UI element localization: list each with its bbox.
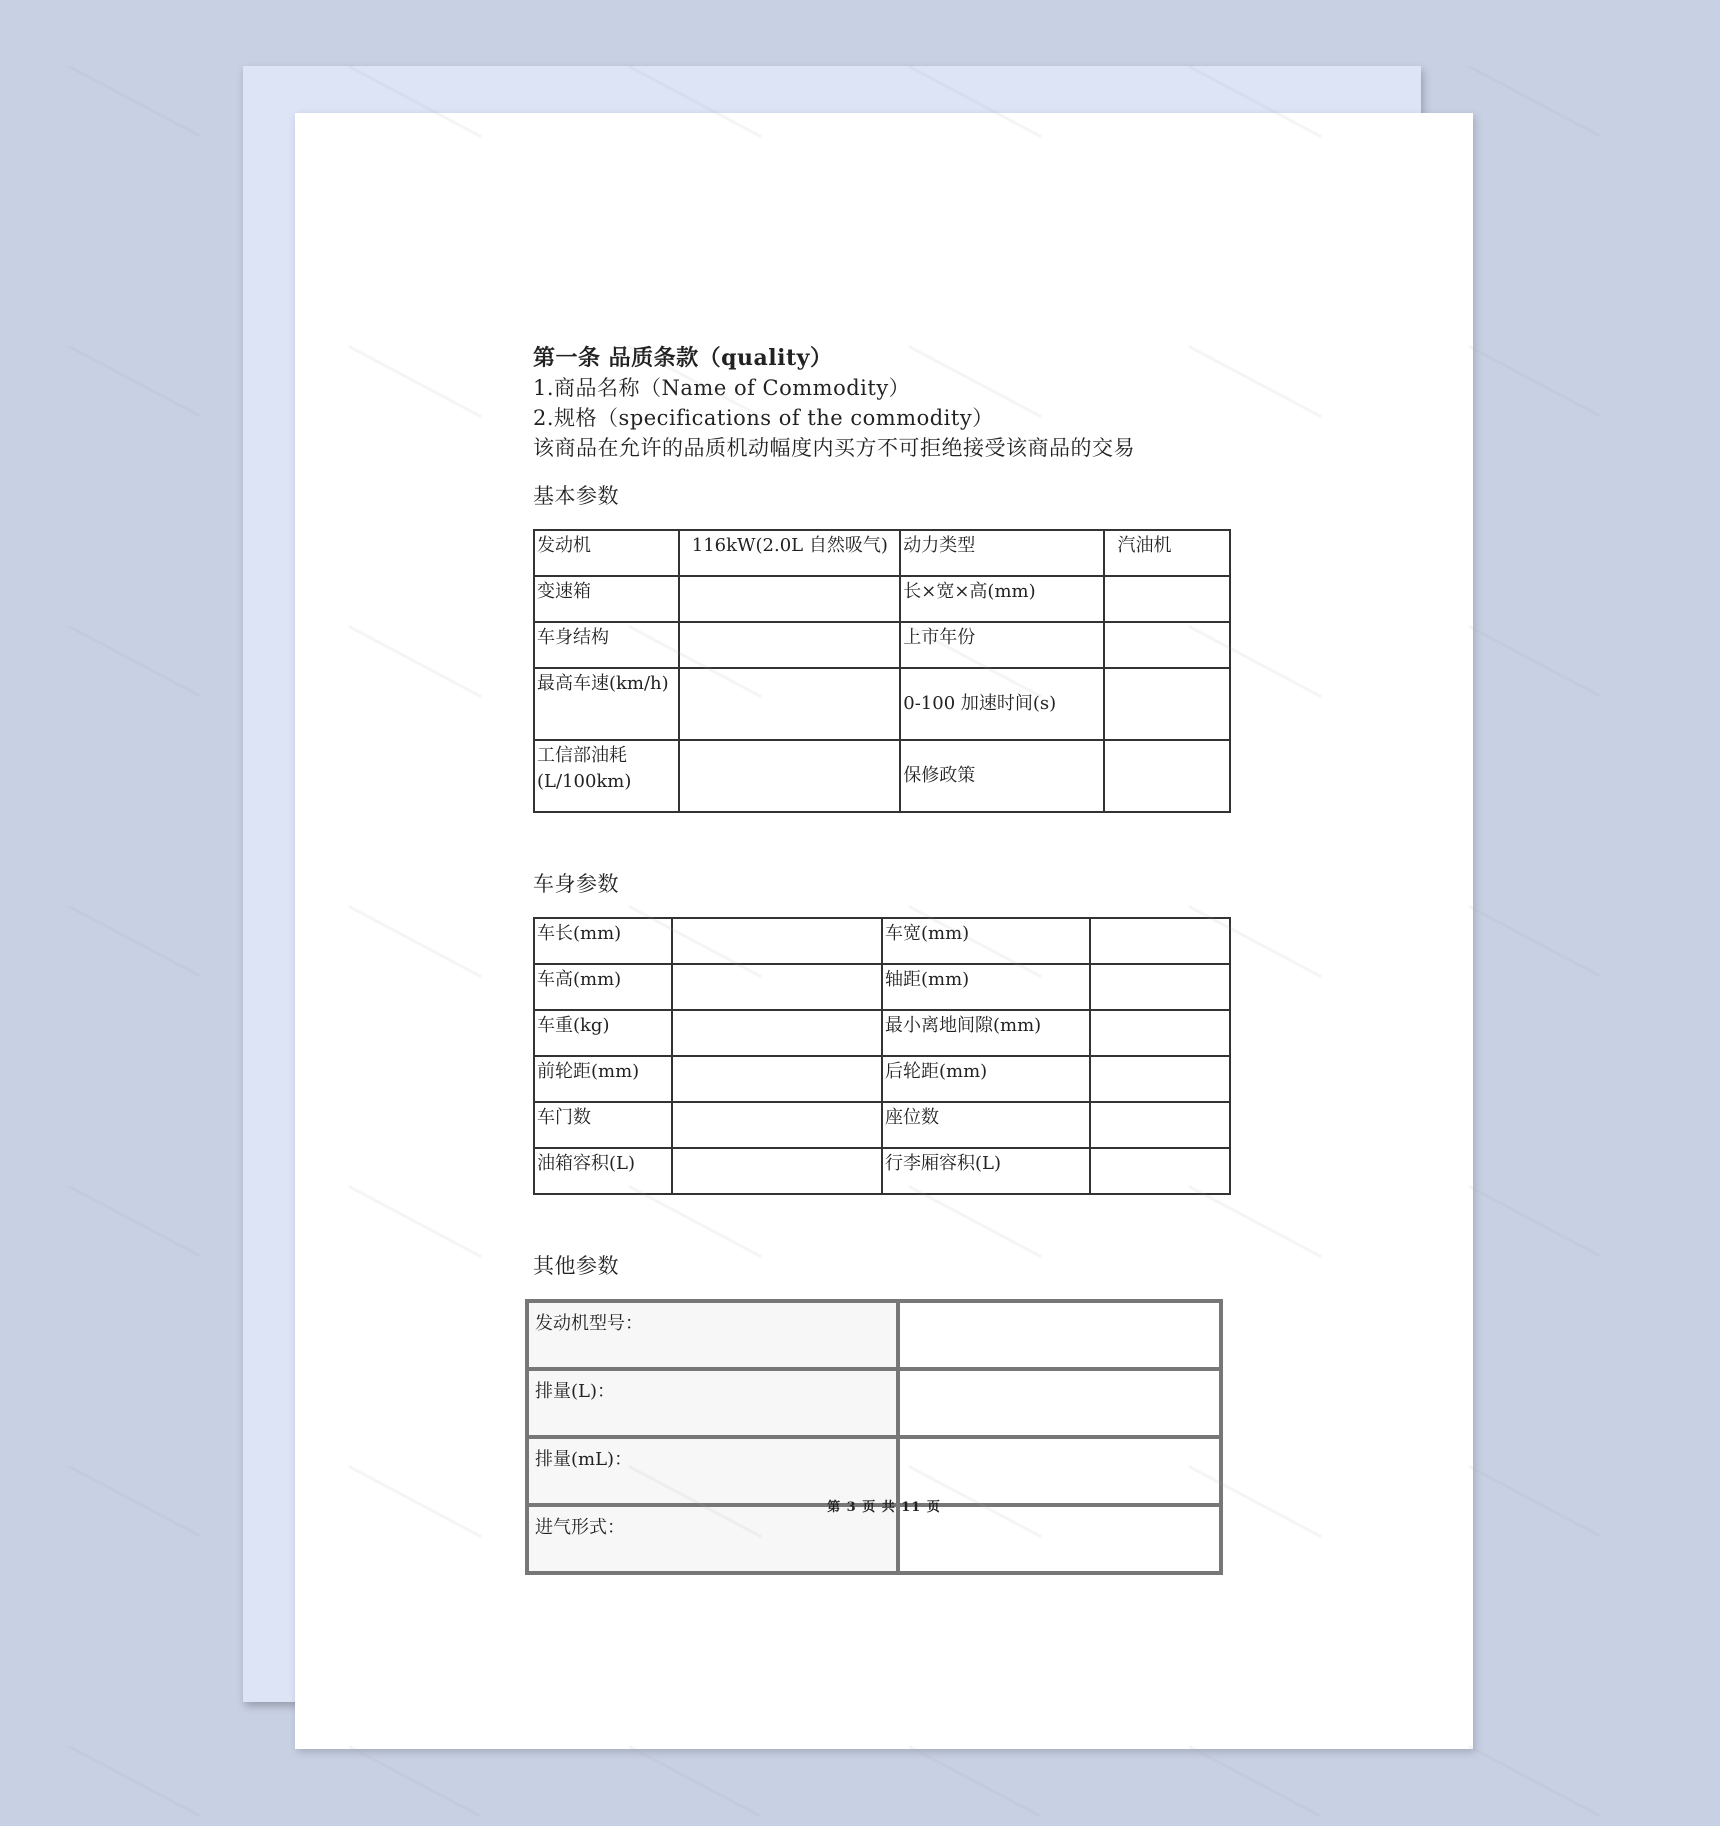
table-cell <box>672 1010 882 1056</box>
table-cell <box>898 1369 1221 1437</box>
other-params-title: 其他参数 <box>533 1254 619 1278</box>
table-cell: 排量(L)： <box>527 1369 898 1437</box>
table-cell: 油箱容积(L) <box>534 1148 672 1194</box>
table-row <box>534 1148 1230 1194</box>
table-row <box>527 1369 1221 1437</box>
table-cell <box>672 964 882 1010</box>
quality-clause-line: 该商品在允许的品质机动幅度内买方不可拒绝接受该商品的交易 <box>533 436 1135 460</box>
table-row <box>534 1010 1230 1056</box>
watermark-mark <box>1468 1185 1602 1258</box>
table-cell: 发动机型号： <box>527 1301 898 1369</box>
table-cell <box>1090 918 1230 964</box>
table-cell: 最高车速(km/h) <box>534 668 679 740</box>
table-row <box>534 918 1230 964</box>
table-row <box>534 740 1230 812</box>
table-row <box>534 576 1230 622</box>
table-cell: 长×宽×高(mm) <box>900 576 1104 622</box>
watermark-mark <box>68 65 202 138</box>
table-cell <box>672 1056 882 1102</box>
basic-params-table <box>533 529 1231 813</box>
table-row <box>534 1056 1230 1102</box>
watermark-mark <box>1468 345 1602 418</box>
table-cell <box>898 1505 1221 1573</box>
table-cell: 最小离地间隙(mm) <box>882 1010 1090 1056</box>
table-cell: 后轮距(mm) <box>882 1056 1090 1102</box>
table-cell <box>679 668 901 740</box>
basic-params-title: 基本参数 <box>533 484 619 508</box>
table-cell: 轴距(mm) <box>882 964 1090 1010</box>
table-row <box>527 1437 1221 1505</box>
table-cell <box>1104 622 1230 668</box>
page-footer: 第 3 页 共 11 页 <box>827 1500 941 1515</box>
watermark-mark <box>68 905 202 978</box>
table-cell: 车长(mm) <box>534 918 672 964</box>
table-cell: 工信部油耗(L/100km) <box>534 740 679 812</box>
table-cell <box>672 1102 882 1148</box>
watermark-mark <box>1468 65 1602 138</box>
watermark-mark <box>68 625 202 698</box>
table-cell: 0-100 加速时间(s) <box>900 668 1104 740</box>
document-page <box>295 113 1473 1749</box>
table-cell: 进气形式： <box>527 1505 898 1573</box>
table-cell <box>1090 1102 1230 1148</box>
table-cell <box>1090 1010 1230 1056</box>
table-cell: 车门数 <box>534 1102 672 1148</box>
watermark-mark <box>908 1745 1042 1818</box>
table-cell: 汽油机 <box>1104 530 1230 576</box>
table-cell: 动力类型 <box>900 530 1104 576</box>
table-cell: 车高(mm) <box>534 964 672 1010</box>
table-cell: 排量(mL)： <box>527 1437 898 1505</box>
table-row <box>534 530 1230 576</box>
table-row <box>534 622 1230 668</box>
table-cell: 座位数 <box>882 1102 1090 1148</box>
table-cell <box>672 918 882 964</box>
watermark-mark <box>68 345 202 418</box>
table-cell <box>898 1437 1221 1505</box>
table-cell: 变速箱 <box>534 576 679 622</box>
table-cell: 116kW(2.0L 自然吸气) <box>679 530 901 576</box>
watermark-mark <box>1468 1745 1602 1818</box>
table-cell <box>679 576 901 622</box>
watermark-mark <box>68 1745 202 1818</box>
watermark-mark <box>628 1745 762 1818</box>
table-cell <box>1090 964 1230 1010</box>
table-row <box>534 964 1230 1010</box>
table-cell <box>679 740 901 812</box>
specifications-line: 2.规格（specifications of the commodity） <box>533 406 994 430</box>
body-params-table <box>533 917 1231 1195</box>
watermark-mark <box>348 1745 482 1818</box>
table-cell: 车重(kg) <box>534 1010 672 1056</box>
table-cell: 车宽(mm) <box>882 918 1090 964</box>
table-row <box>527 1505 1221 1573</box>
table-cell <box>1104 740 1230 812</box>
table-cell: 发动机 <box>534 530 679 576</box>
other-params-table <box>525 1299 1223 1575</box>
table-cell: 行李厢容积(L) <box>882 1148 1090 1194</box>
table-cell: 车身结构 <box>534 622 679 668</box>
table-cell: 前轮距(mm) <box>534 1056 672 1102</box>
table-cell <box>1104 576 1230 622</box>
table-row <box>534 1102 1230 1148</box>
body-params-title: 车身参数 <box>533 872 619 896</box>
watermark-mark <box>1468 905 1602 978</box>
table-cell: 上市年份 <box>900 622 1104 668</box>
watermark-mark <box>1468 1465 1602 1538</box>
table-cell <box>1090 1148 1230 1194</box>
commodity-name-line: 1.商品名称（Name of Commodity） <box>533 376 911 400</box>
watermark-mark <box>68 1185 202 1258</box>
table-cell <box>1090 1056 1230 1102</box>
table-cell <box>1104 668 1230 740</box>
table-cell <box>898 1301 1221 1369</box>
table-cell <box>672 1148 882 1194</box>
watermark-mark <box>68 1465 202 1538</box>
table-cell: 保修政策 <box>900 740 1104 812</box>
watermark-mark <box>1188 1745 1322 1818</box>
page-content <box>533 343 1233 1575</box>
table-row <box>534 668 1230 740</box>
clause-heading: 第一条 品质条款（quality） <box>533 345 833 371</box>
table-row <box>527 1301 1221 1369</box>
table-cell <box>679 622 901 668</box>
watermark-mark <box>1468 625 1602 698</box>
